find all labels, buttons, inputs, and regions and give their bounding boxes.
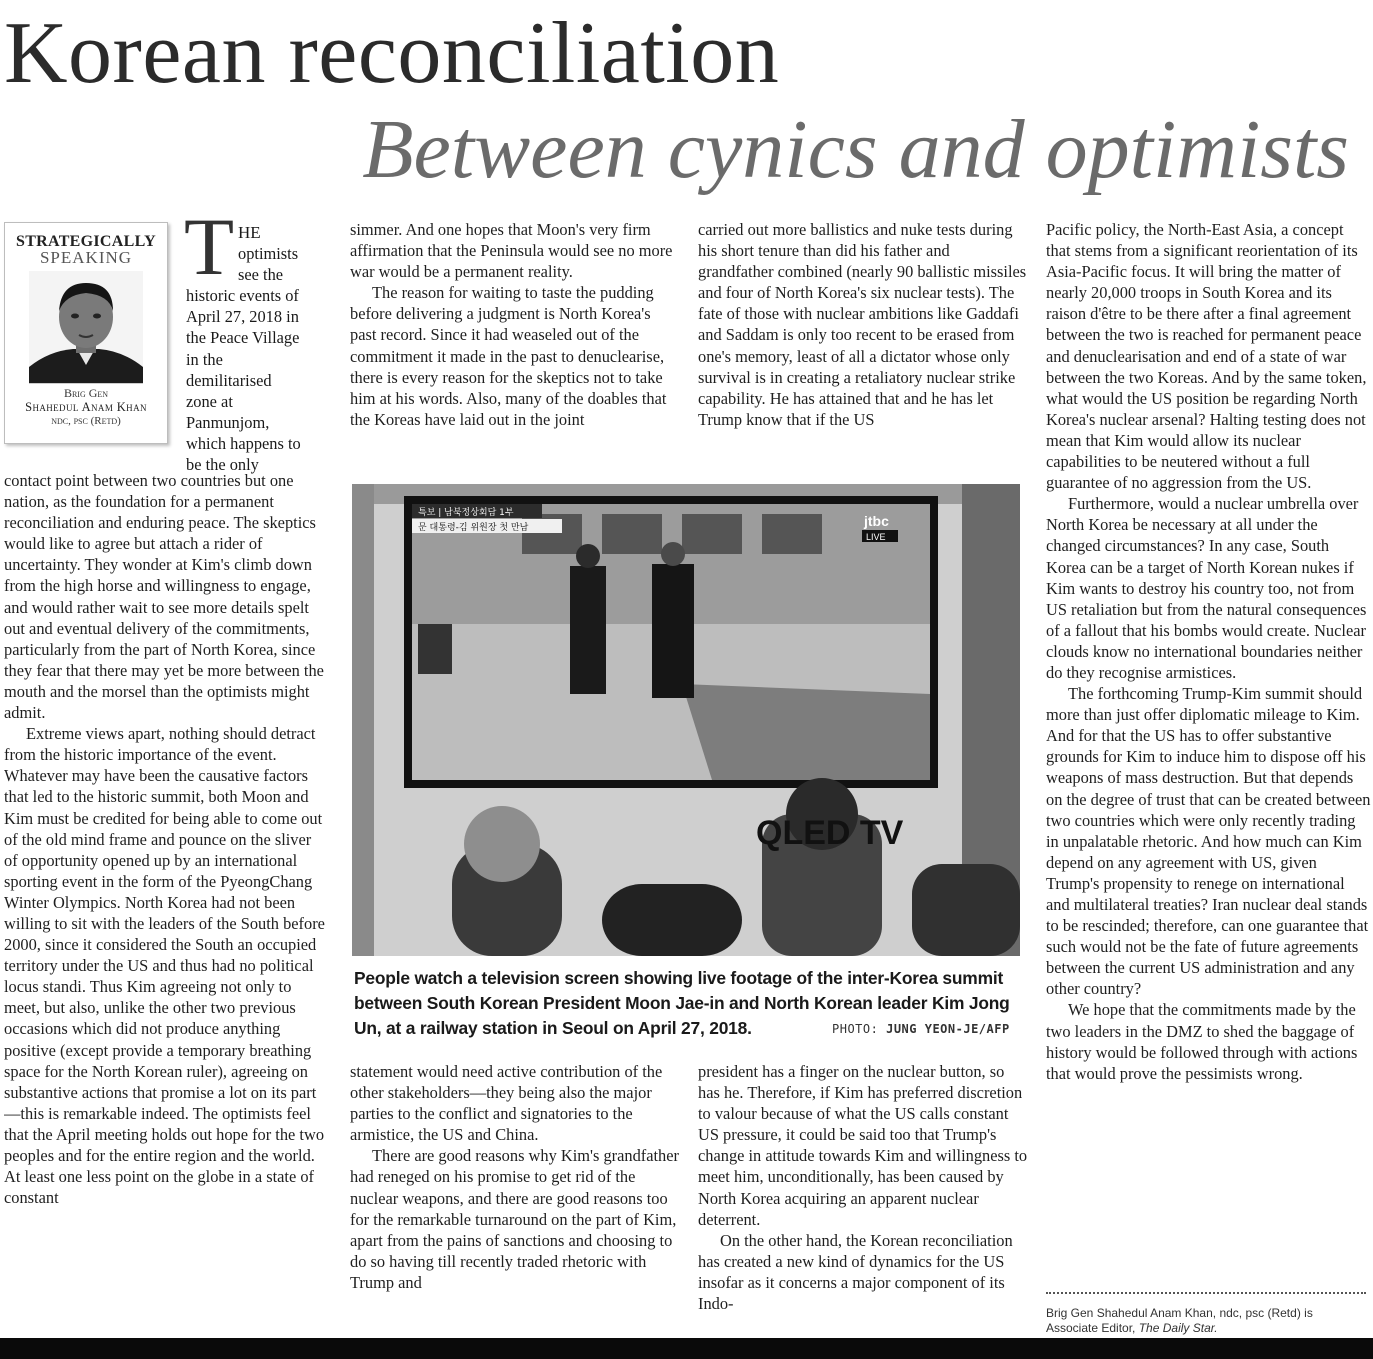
opening-line: be the only	[186, 455, 259, 475]
dotted-divider	[1046, 1292, 1366, 1294]
article-paragraph: simmer. And one hopes that Moon's very firm affirmation that the Peninsula would see no more war would be a permanent reality.	[350, 220, 673, 282]
opening-lines	[186, 222, 338, 475]
author-name: Shahedul Anam Khan	[25, 400, 147, 414]
opening-line: historic events of	[186, 286, 299, 306]
opening-line: in the	[186, 349, 223, 369]
article-column-1	[4, 470, 328, 1336]
headline: Korean reconciliation	[4, 5, 780, 102]
article-paragraph: The forthcoming Trump-Kim summit should more than just offer diplomatic mileage to Kim. And for that the US has to offer substantive grounds for Kim to induce him to dispose off his weapons of mass destruction. But that depends on the degree of trust that can be created between two countries which were only recently trading in unpalatable rhetoric. And how much can Kim depend on any agreement with US, given Trump's propensity to renege on international and multilateral treaties? Iran nuclear deal stands to be rescinded; therefore, can one guarantee that such would not be the fate of future agreements between the current US administration and any other country?	[1046, 684, 1371, 999]
live-badge: LIVE	[866, 532, 886, 542]
column-title: STRATEGICALLY	[16, 233, 156, 250]
article-paragraph: On the other hand, the Korean reconciliation has created a new kind of dynamics for the US insofar as it concerns a major component of its Indo-	[698, 1230, 1013, 1314]
article-column-4	[1046, 219, 1372, 1287]
author-bio-text: Brig Gen Shahedul Anam Khan, ndc, psc (Retd) is Associate Editor,	[1046, 1306, 1313, 1335]
article-paragraph: Furthermore, would a nuclear umbrella over North Korea be necessary at all under the changed circumstances? In any case, South Korea can be a target of North Korean nukes if Kim wants to destroy his country too, not from US retaliation but from the natural consequences of a fallout that his bombs would create. Nuclear clouds know no international boundaries neither do they recognise armistices.	[1046, 494, 1367, 682]
column-box	[4, 222, 168, 444]
subheadline: Between cynics and optimists	[362, 103, 1349, 196]
ticker-line-1: 특보 | 남북정상회담 1부	[418, 508, 514, 518]
opening-line: demilitarised	[186, 370, 272, 390]
article-paragraph: carried out more ballistics and nuke tests during his short tenure than did his father and grandfather combined (nearly 90 ballistic missiles and four of North Korea's six nuclear tests). The fate of those with nuclear ambitions like Gaddafi and Saddam is only too recent to be erased from one's memory, least of all a dictator whose only survival is in creating a retaliatory nuclear strike capability. He has attained that and he has let Trump know that if the US	[698, 220, 1027, 429]
article-paragraph: Pacific policy, the North-East Asia, a concept that stems from a significant reorientation of its Asia-Pacific focus. It will bring the matter of nearly 20,000 troops in South Korea and its raison d'être to be there after a final agreement between the two is reached for permanent peace and denuclearisation and end of a state of war between the two Koreas. And by the same token, what would the US position be regarding North Korea's nuclear arsenal? Halting testing does not mean that Kim would allow its nuclear capabilities to be neutered without a full guarantee of no aggression from the US.	[1046, 220, 1367, 493]
author-bio	[1046, 1306, 1366, 1336]
news-photo	[352, 484, 1020, 956]
photo-caption: People watch a television screen showing live footage of the inter-Korea summit between South Korean President Moon Jae-in and North Korean leader Kim Jong Un, at a railway station in Seoul on April 27, 2018.	[354, 968, 1010, 1038]
tv-brand-logo: QLED TV	[756, 814, 904, 852]
opening-line: Panmunjom,	[186, 412, 270, 432]
photo-credit	[832, 1022, 1010, 1036]
photo-credit-label: PHOTO:	[832, 1022, 879, 1036]
article-column-3-top	[698, 219, 1028, 475]
portrait-svg	[29, 271, 143, 383]
article-paragraph: We hope that the commitments made by the two leaders in the DMZ to shed the baggage of history would be followed through with actions that would prove the pessimists wrong.	[1046, 1000, 1358, 1083]
author-credentials: ndc, psc (Retd)	[51, 415, 121, 427]
opening-line: which happens to	[186, 433, 301, 453]
opening-line: the Peace Village	[186, 328, 300, 348]
author-rank: Brig Gen	[63, 386, 109, 400]
publication-name: The Daily Star.	[1138, 1321, 1218, 1335]
article-paragraph: president has a finger on the nuclear button, so has he. Therefore, if Kim has preferred discretion to valour because of what the US calls constant US pressure, it could be said too that Trump's change in attitude towards Kim and willingness to meet him, unconditionally, has been caused by North Korea acquiring an apparent nuclear deterrent.	[698, 1062, 1028, 1229]
article-paragraph: contact point between two countries but one nation, as the foundation for a permanent reconciliation and enduring peace. The skeptics would like to agree but attach a rider of uncertainty. They wonder at Kim's climb down from the high horse and willingness to engage, and would rather wait to see more details spelt out and eventual delivery of the commitments, particularly from the part of North Korea, since they fear that there may yet be more between the mouth and the morsel than the optimists might admit.	[4, 471, 324, 723]
opening-line: zone at	[186, 391, 233, 411]
channel-logo: jtbc	[864, 513, 889, 529]
article-paragraph: Extreme views apart, nothing should detract from the historic importance of the event. Whatever may have been the causative factors that led to the historic summit, both Moon and Kim must be credited for being able to come out of the old mind frame and pounce on the sliver of opportunity opened up by an international sporting event in the form of the PyeongChang Winter Olympics. North Korea had not been willing to sit with the leaders of the South before 2000, since it considered the South an occupied territory under the US and thus had no political locus standi. Thus Kim agreeing not only to meet, but also, unlike the other two previous occasions which did not produce anything positive (except provide a temporary breathing space for the North Korean ruler), agreeing on substantive actions that promise a lot on its part—this is remarkable indeed. The optimists feel that the April meeting holds out hope for the two peoples and for the entire region and the world. At least one less point on the globe in a state of constant	[4, 724, 325, 1208]
article-column-2-bottom	[350, 1061, 680, 1337]
column-subtitle: SPEAKING	[39, 248, 133, 267]
ticker-line-2: 문 대통령-김 위원장 첫 만남	[418, 523, 529, 533]
opening-line: see the	[238, 265, 284, 285]
article-column-2-top	[350, 219, 680, 475]
drop-cap: T	[184, 201, 235, 292]
article-column-3-bottom	[698, 1061, 1028, 1337]
article-paragraph: statement would need active contribution of the other stakeholders—they being also the major parties to the conflict and signatories to the armistice, the US and China.	[350, 1062, 663, 1145]
tv-scene-image	[352, 484, 1020, 956]
photo-credit-name: JUNG YEON-JE/AFP	[886, 1022, 1010, 1036]
author-portrait-icon	[29, 271, 143, 384]
opening-word: HE	[238, 223, 261, 242]
page-bottom-bar	[0, 1338, 1373, 1359]
opening-line: April 27, 2018 in	[186, 307, 299, 327]
article-paragraph: There are good reasons why Kim's grandfather had reneged on his promise to get rid of the nuclear weapons, and there are good reasons too for the remarkable turnaround on the part of Kim, apart from the pains of sanctions and choosing to do so having till recently traded rhetoric with Trump and	[350, 1146, 679, 1292]
opening-line: optimists	[238, 244, 299, 264]
article-paragraph: The reason for waiting to taste the pudding before delivering a judgment is North Korea's past record. Since it had weaseled out of the commitment it made in the past to denuclearise, there is every reason for the skeptics not to take him at his words. Also, many of the doables that the Koreas have laid out in the joint	[350, 283, 667, 429]
